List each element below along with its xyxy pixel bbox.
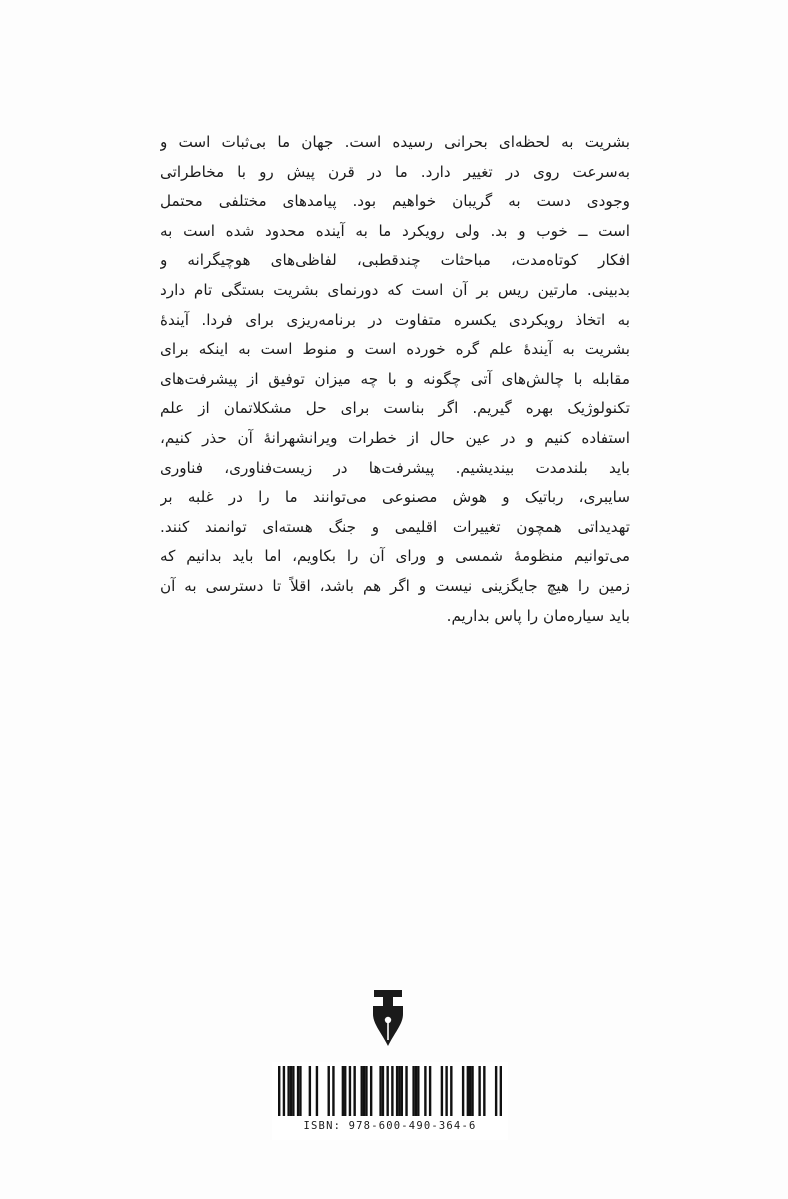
barcode-bar xyxy=(297,1066,299,1116)
barcode-bar xyxy=(398,1066,400,1116)
barcode-bar xyxy=(417,1066,419,1116)
barcode-bar xyxy=(391,1066,393,1116)
barcode-bar xyxy=(469,1066,471,1116)
blurb-line: باید سیاره‌مان را پاس بداریم. xyxy=(446,606,630,625)
barcode-bars xyxy=(278,1066,502,1116)
barcode-bar xyxy=(353,1066,355,1116)
barcode-bar xyxy=(478,1066,480,1116)
blurb-line: وجودی دست به گریبان خواهیم بود. پیامدهای مختلفی محتمل xyxy=(160,192,630,211)
barcode-bar xyxy=(382,1066,384,1116)
barcode-bar xyxy=(344,1066,346,1116)
barcode-bar xyxy=(287,1066,289,1116)
back-cover-blurb xyxy=(160,128,630,631)
barcode-bar xyxy=(290,1066,292,1116)
barcode-bar xyxy=(401,1066,403,1116)
barcode-bar xyxy=(292,1066,294,1116)
blurb-line: است ــ خوب و بد. ولی رویکرد ما به آینده محدود شده است به xyxy=(160,221,630,240)
barcode-bar xyxy=(361,1066,363,1116)
barcode-bar xyxy=(363,1066,365,1116)
barcode-bar xyxy=(445,1066,447,1116)
isbn-barcode xyxy=(272,1062,508,1140)
blurb-line: تکنولوژیک بهره گیریم. اگر بناست برای حل مشکلاتمان از علم xyxy=(160,399,630,418)
barcode-bar xyxy=(283,1066,285,1116)
barcode-bar xyxy=(386,1066,388,1116)
blurb-line: بشریت به آیندهٔ علم گره خورده است و منوط است به اینکه برای xyxy=(160,340,630,359)
blurb-line: استفاده کنیم و در عین حال از خطرات ویرانشهرانهٔ آن حذر کنیم، xyxy=(160,428,630,447)
barcode-bar xyxy=(467,1066,469,1116)
blurb-line: به‌سرعت روی در تغییر دارد. ما در قرن پیش رو با مخاطراتی xyxy=(160,162,630,181)
barcode-bar xyxy=(309,1066,311,1116)
barcode-bar xyxy=(316,1066,318,1116)
blurb-line: مقابله با چالش‌های آتی چگونه و با چه میزان توفیق از پیشرفت‌های xyxy=(160,369,630,388)
barcode-bar xyxy=(424,1066,426,1116)
barcode-bar xyxy=(500,1066,502,1116)
barcode-bar xyxy=(365,1066,367,1116)
barcode-bar xyxy=(415,1066,417,1116)
barcode-bar xyxy=(278,1066,280,1116)
barcode-bar xyxy=(462,1066,464,1116)
barcode-bar xyxy=(342,1066,344,1116)
barcode-bar xyxy=(412,1066,414,1116)
barcode-bar xyxy=(471,1066,473,1116)
blurb-line: باید بلندمدت بیندیشیم. پیشرفت‌ها در زیست‌فناوری، فناوری xyxy=(160,458,630,477)
barcode-bar xyxy=(495,1066,497,1116)
barcode-bar xyxy=(405,1066,407,1116)
barcode-bar xyxy=(450,1066,452,1116)
blurb-line: بدبینی. مارتین ریس بر آن است که دورنمای بشریت بستگی تام دارد xyxy=(160,280,630,299)
barcode-bar xyxy=(370,1066,372,1116)
blurb-line: به اتخاذ رویکردی یکسره متفاوت در برنامه‌ریزی برای فردا. آیندهٔ xyxy=(160,310,630,329)
barcode-bar xyxy=(429,1066,431,1116)
blurb-line: سایبری، رباتیک و هوش مصنوعی می‌توانند ما را در غلبه بر xyxy=(160,488,630,507)
barcode-bar xyxy=(379,1066,381,1116)
barcode-bar xyxy=(483,1066,485,1116)
pen-nib-icon xyxy=(368,990,408,1046)
barcode-bar xyxy=(441,1066,443,1116)
blurb-line: افکار کوتاه‌مدت، مباحثات چندقطبی، لفاظی‌های هوچیگرانه و xyxy=(160,251,630,270)
isbn-number: ISBN: 978-600-490-364-6 xyxy=(303,1120,477,1132)
blurb-line: بشریت به لحظه‌ای بحرانی رسیده است. جهان ما بی‌ثبات است و xyxy=(160,133,630,151)
barcode-bar xyxy=(396,1066,398,1116)
blurb-line: زمین را هیچ جایگزینی نیست و اگر هم باشد، اقلاً تا دسترسی به آن xyxy=(160,576,630,595)
blurb-line: تهدیداتی همچون تغییرات اقلیمی و جنگ هسته‌ای توانمند کنند. xyxy=(160,517,630,536)
barcode-bar xyxy=(299,1066,301,1116)
blurb-line: می‌توانیم منظومهٔ شمسی و ورای آن را بکاویم، اما باید بدانیم که xyxy=(160,547,630,566)
barcode-bar xyxy=(349,1066,351,1116)
publisher-logo xyxy=(368,990,408,1046)
barcode-bar xyxy=(332,1066,334,1116)
barcode-bar xyxy=(328,1066,330,1116)
